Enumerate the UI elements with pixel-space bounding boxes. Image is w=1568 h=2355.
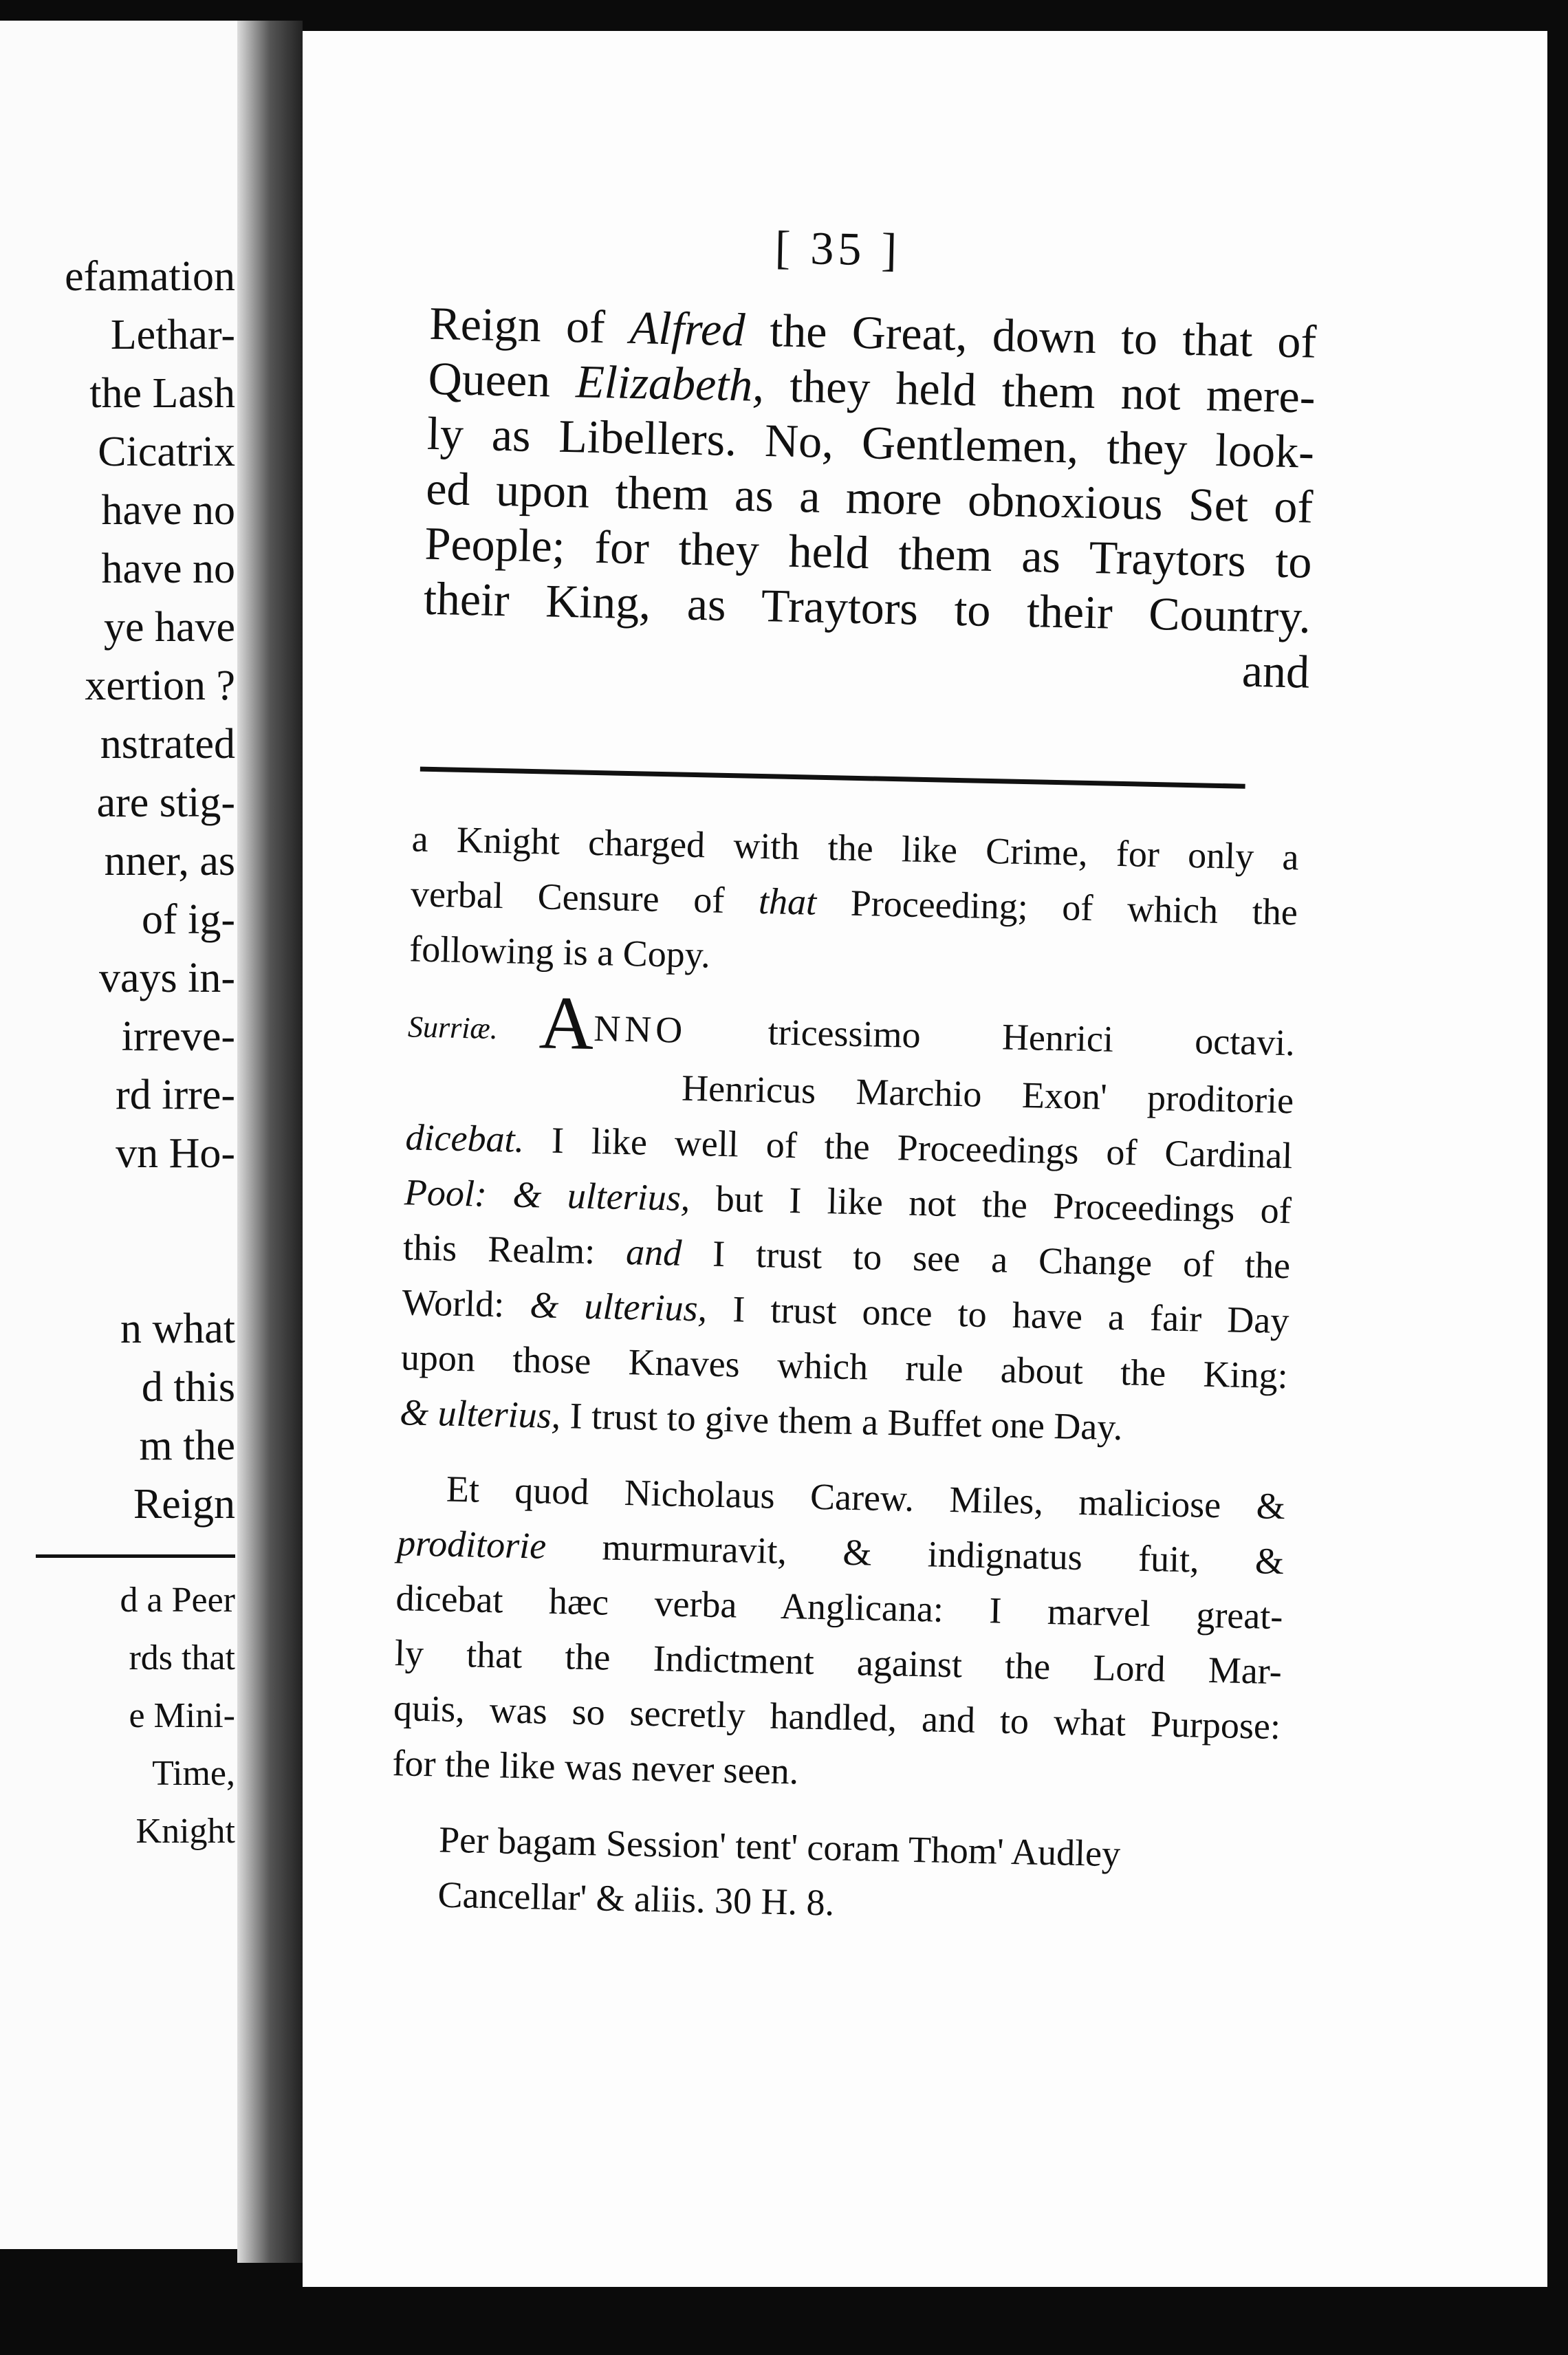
left-line: irreve-: [121, 1013, 235, 1060]
left-line: the Lash: [89, 370, 235, 417]
text: Proceeding; of which the: [816, 881, 1298, 933]
left-footnote-rule: [36, 1554, 235, 1558]
right-page: [303, 31, 1547, 2287]
text: the Great, down to that of: [744, 303, 1317, 368]
text: I trust once to have a fair Day: [706, 1288, 1289, 1342]
italic-text: and: [625, 1231, 682, 1274]
left-line: have no: [101, 487, 235, 534]
left-footnote-line: rds that: [129, 1638, 235, 1678]
footnote-line: a Knight charged with the like Crime, for only a: [411, 818, 1300, 878]
left-line: have no: [101, 545, 235, 592]
text: I trust to give them a Buffet one Day.: [560, 1395, 1124, 1448]
left-line: d this: [141, 1364, 235, 1411]
italic-text: dicebat.: [405, 1116, 525, 1160]
text: I like well of the Proceedings of Cardinal: [523, 1118, 1294, 1177]
footnote-line: following is a Copy.: [409, 928, 711, 976]
left-line: of ig-: [141, 896, 235, 943]
left-gap: [36, 1183, 235, 1300]
catchword: and: [1241, 644, 1310, 698]
left-line: are stig-: [96, 779, 235, 826]
right-page-content: [279, 19, 1568, 2300]
page-number: [ 35 ]: [774, 221, 902, 276]
left-line: Lethar-: [110, 312, 235, 358]
left-line: Reign: [133, 1481, 235, 1528]
main-line: ly as Libellers. No, Gentlemen, they look-: [426, 406, 1315, 478]
italic-text: Elizabeth,: [575, 355, 765, 411]
left-footnote-line: Time,: [152, 1754, 235, 1793]
footnote-line: Et quod Nicholaus Carew. Miles, maliciose &: [446, 1468, 1286, 1528]
margin-note: Surriæ.: [407, 1010, 499, 1046]
text: tricessimo Henrici octavi.: [686, 1009, 1296, 1064]
footnote-line: ly that the Indictment against the Lord Mar-: [394, 1632, 1283, 1693]
italic-text: & ulterius,: [529, 1284, 708, 1330]
left-line: rd irre-: [116, 1072, 235, 1118]
footnote-line: [407, 980, 1296, 1073]
italic-text: Pool: & ulterius,: [404, 1171, 691, 1219]
italic-text: that: [758, 880, 817, 923]
footnote-line: dicebat hæc verba Anglicana: I marvel great-: [395, 1577, 1283, 1638]
footnote-line: quis, was so secretly handled, and to what Purpose:: [393, 1687, 1281, 1748]
left-line: vays in-: [98, 955, 235, 1001]
left-line: ye have: [103, 604, 235, 651]
text: Queen: [427, 351, 577, 408]
italic-text: proditorie: [396, 1522, 547, 1567]
text: they held them not mere-: [763, 358, 1316, 423]
left-page-text: [36, 248, 235, 1860]
main-text: [422, 296, 1317, 699]
text: World:: [402, 1281, 531, 1326]
left-line: n what: [120, 1305, 235, 1352]
text: murmuravit, & indignatus fuit, &: [545, 1525, 1285, 1583]
main-line: People; for they held them as Traytors to: [424, 517, 1313, 588]
footnote-line: Cancellar' & aliis. 30 H. 8.: [437, 1874, 835, 1924]
left-line: m the: [139, 1422, 235, 1469]
italic-text: & ulterius,: [399, 1391, 561, 1437]
italic-text: Alfred: [629, 301, 746, 356]
left-page: [0, 21, 276, 2249]
drop-cap: A: [538, 980, 595, 1065]
footnote-line: Per bagam Session' tent' coram Thom' Audley: [438, 1819, 1121, 1875]
footnote-rule: [420, 767, 1245, 789]
left-footnote-line: e Mini-: [129, 1696, 235, 1735]
text: this Realm:: [402, 1226, 627, 1273]
text: but I like not the Proceedings of: [689, 1177, 1292, 1232]
text: verbal Censure of: [410, 873, 759, 922]
left-footnote-line: d a Peer: [120, 1581, 235, 1620]
left-line: nner, as: [104, 838, 235, 885]
text: NNO: [593, 1007, 687, 1051]
text: Reign of: [428, 296, 631, 354]
footnote-line: for the like was never seen.: [391, 1742, 799, 1792]
main-line: their King, as Traytors to their Country.: [423, 572, 1311, 643]
text: I trust to see a Change of the: [681, 1232, 1291, 1287]
footnote-line: Henricus Marchio Exon' proditorie: [681, 1067, 1294, 1122]
left-line: Cicatrix: [98, 428, 235, 475]
left-line: nstrated: [100, 721, 235, 768]
left-footnote-line: Knight: [135, 1812, 235, 1851]
left-line: efamation: [65, 253, 235, 300]
left-line: xertion ?: [85, 662, 235, 709]
main-line: ed upon them as a more obnoxious Set of: [425, 462, 1314, 533]
footnote-line: upon those Knaves which rule about the King:: [400, 1336, 1289, 1397]
left-line: vn Ho-: [116, 1130, 235, 1177]
footnote: [389, 811, 1300, 1940]
